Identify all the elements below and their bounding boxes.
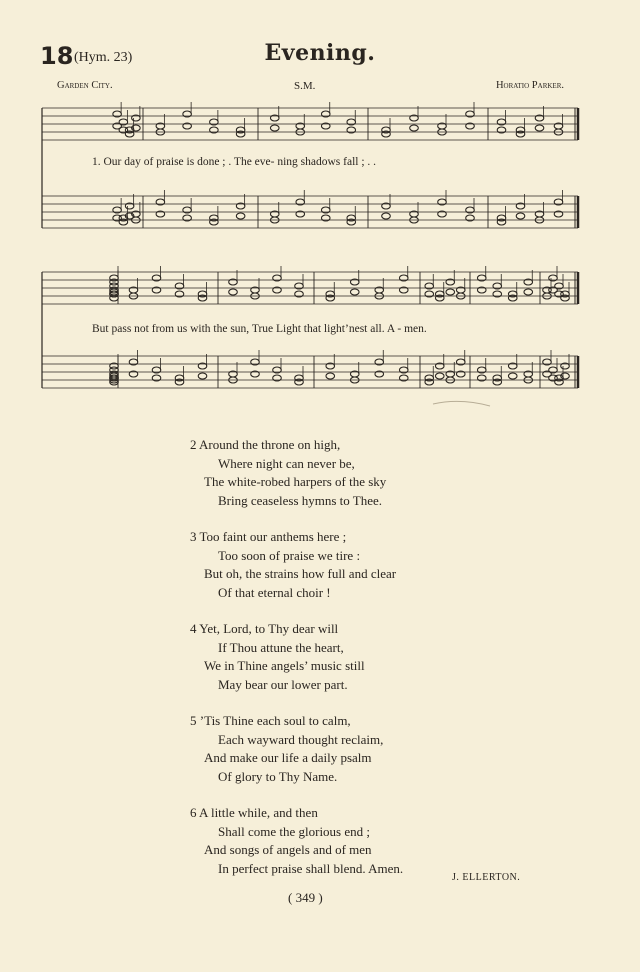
verse-line: 2 Around the throne on high, bbox=[190, 437, 341, 452]
note-head bbox=[410, 125, 419, 131]
note-head bbox=[236, 213, 245, 219]
note-head bbox=[198, 373, 207, 379]
stanza-3 bbox=[190, 528, 403, 602]
lyrics-line-2: But pass not from us with the sun, True Light that light’nest all. A - men. bbox=[92, 323, 427, 335]
note-head bbox=[229, 289, 238, 295]
verse-line: 3 Too faint our anthems here ; bbox=[190, 529, 347, 544]
verse-line: Too soon of praise we tire : bbox=[218, 547, 361, 563]
hymn-reference: (Hym. 23) bbox=[74, 50, 133, 65]
tune-name: Garden City. bbox=[57, 80, 113, 91]
faint-mark bbox=[433, 401, 490, 406]
meter: S.M. bbox=[294, 80, 316, 92]
verse-line: The white-robed harpers of the sky bbox=[204, 474, 387, 489]
hymn-number: 18 bbox=[40, 42, 74, 70]
composer: Horatio Parker. bbox=[495, 80, 564, 91]
note-head bbox=[350, 289, 359, 295]
page-number: ( 349 ) bbox=[288, 890, 323, 905]
lyrics-line-1: 1. Our day of praise is done ; . The eve- ning shadows fall ; . . bbox=[92, 156, 377, 168]
verse-line: Of glory to Thy Name. bbox=[218, 768, 338, 784]
note-head bbox=[446, 289, 455, 295]
note-head bbox=[326, 373, 335, 379]
verse-line: If Thou attune the heart, bbox=[218, 639, 344, 655]
hymn-title: Evening. bbox=[264, 40, 376, 66]
verse-line: In perfect praise shall blend. Amen. bbox=[218, 860, 404, 876]
verse-line: 4 Yet, Lord, to Thy dear will bbox=[190, 621, 339, 636]
stanza-6 bbox=[190, 804, 403, 878]
verse-line: May bear our lower part. bbox=[218, 676, 348, 692]
stanza-2 bbox=[190, 436, 403, 510]
verse-line: We in Thine angels’ music still bbox=[204, 658, 365, 673]
note-head bbox=[516, 213, 525, 219]
verse-line: Each wayward thought reclaim, bbox=[218, 731, 384, 747]
verses bbox=[190, 436, 403, 896]
verse-line: 6 A little while, and then bbox=[190, 805, 318, 820]
stanza-5 bbox=[190, 712, 403, 786]
note-head bbox=[382, 213, 391, 219]
verse-line: But oh, the strains how full and clear bbox=[204, 566, 397, 581]
note-head bbox=[508, 373, 517, 379]
verse-line: And make our life a daily psalm bbox=[204, 750, 372, 765]
note-head bbox=[524, 289, 533, 295]
verse-line: 5 ’Tis Thine each soul to calm, bbox=[190, 713, 351, 728]
stanza-4 bbox=[190, 620, 403, 694]
author: J. ELLERTON. bbox=[452, 872, 521, 883]
verse-line: Of that eternal choir ! bbox=[218, 584, 331, 600]
note-head bbox=[435, 373, 444, 379]
verse-line: Bring ceaseless hymns to Thee. bbox=[218, 492, 383, 508]
note-head bbox=[535, 125, 544, 131]
verse-line: Where night can never be, bbox=[218, 455, 355, 471]
verse-line: And songs of angels and of men bbox=[204, 842, 372, 857]
note-head bbox=[270, 125, 279, 131]
verse-line: Shall come the glorious end ; bbox=[218, 823, 371, 839]
music-score bbox=[0, 0, 640, 420]
